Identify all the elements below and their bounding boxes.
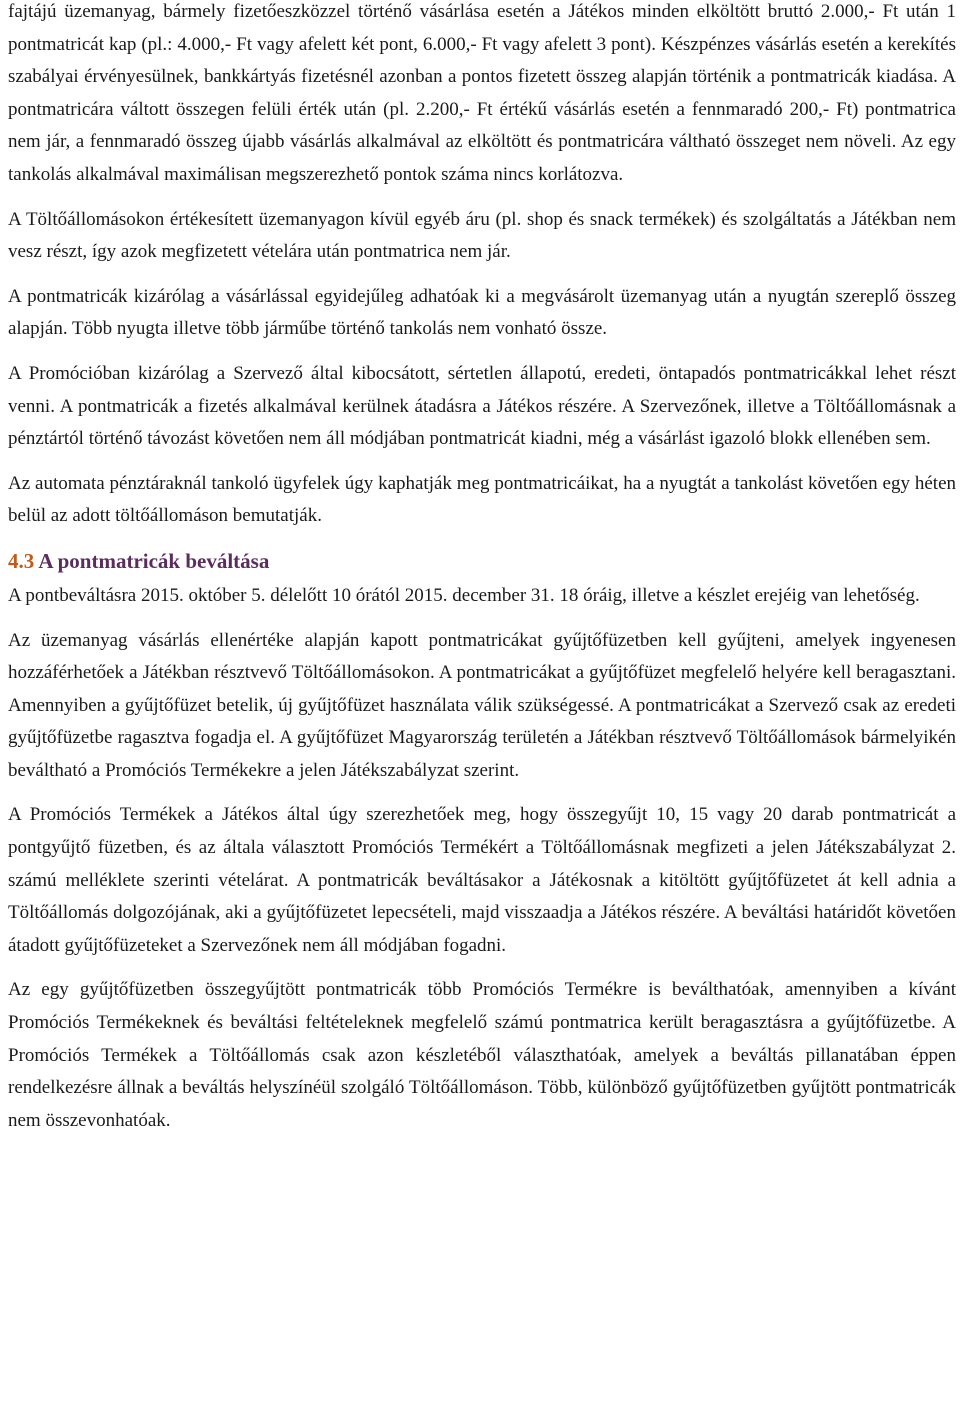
section-heading bbox=[8, 545, 956, 577]
document-page bbox=[8, 0, 956, 1149]
paragraph-multiple-products: Az egy gyűjtőfüzetben összegyűjtött pontmatricák több Promóciós Termékre is beválthatóak, amennyiben a kívánt Promóciós Termékeknek és beváltási feltételeknek megfelelő számú pontmatrica került beragasztásra a gyűjtőfüzetbe. A Promóciós Termékek a Töltőállomás csak azon készletéből választhatóak, amelyek a beváltás pillanatában éppen rendelkezésre állnak a beváltás helyszínéül szolgáló Töltőállomáson. Több, különböző gyűjtőfüzetben gyűjtött pontmatricák nem összevonhatóak. bbox=[8, 979, 956, 1131]
paragraph-valid-stickers: A Promócióban kizárólag a Szervező által kibocsátott, sértetlen állapotú, eredeti, öntapadós pontmatricákkal lehet részt venni. A pontmatricák a fizetés alkalmával kerülnek átadásra a Játékos részére. A Szervezőnek, illetve a Töltőállomásnak a pénztártól történő távozást követően nem áll módjában pontmatricát kiadni, még a vásárlást igazoló blokk ellenében sem. bbox=[8, 362, 956, 450]
section-number: 4.3 bbox=[8, 548, 35, 573]
paragraph-automated-tills: Az automata pénztáraknál tankoló ügyfelek úgy kaphatják meg pontmatricáikat, ha a nyugtát a tankolást követően egy héten belül az adott töltőállomáson bemutatják. bbox=[8, 472, 956, 527]
paragraph-redemption-period: A pontbeváltásra 2015. október 5. délelőtt 10 órától 2015. december 31. 18 óráig, illetve a készlet erejéig van lehetőség. bbox=[8, 584, 920, 606]
paragraph-collection-booklet: Az üzemanyag vásárlás ellenértéke alapján kapott pontmatricákat gyűjtőfüzetben kell gyűjteni, amelyek ingyenesen hozzáférhetőek a Játékban résztvevő Töltőállomásokon. A pontmatricákat a gyűjtőfüzet megfelelő helyére kell beragasztani. Amennyiben a gyűjtőfüzet betelik, új gyűjtőfüzet használata válik szükségessé. A pontmatricákat a Szervező csak az eredeti gyűjtőfüzetbe ragasztva fogadja el. A gyűjtőfüzet Magyarország területén a Játékban résztvevő Töltőállomások bármelyikén beváltható a Promóciós Termékekre a jelen Játékszabályzat szerint. bbox=[8, 629, 956, 781]
paragraph-points-per-purchase: fajtájú üzemanyag, bármely fizetőeszközzel történő vásárlása esetén a Játékos minden elköltött bruttó 2.000,- Ft után 1 pontmatricát kap (pl.: 4.000,- Ft vagy afelett két pont, 6.000,- Ft vagy afelett 3 pont). Készpénzes vásárlás esetén a kerekítés szabályai érvényesülnek, bankkártyás fizetésnél azonban a pontos fizetett összeg alapján történik a pontmatricák kiadása. A pontmatricára váltott összegen felüli érték után (pl. 2.200,- Ft értékű vásárlás esetén a fennmaradó 200,- Ft) pontmatrica nem jár, a fennmaradó összeg újabb vásárlás alkalmával az elköltött és pontmatricára váltható összeget nem növeli. Az egy tankolás alkalmával maximálisan megszerezhető pontok száma nincs korlátozva. bbox=[8, 1, 956, 185]
section-title: A pontmatricák beváltása bbox=[38, 548, 270, 573]
paragraph-redemption-process: A Promóciós Termékek a Játékos által úgy szerezhetőek meg, hogy összegyűjt 10, 15 vagy 20 darab pontmatricát a pontgyűjtő füzetben, és az általa választott Promóciós Termékért a Töltőállomásnak megfizeti a jelen Játékszabályzat 2. számú melléklete szerinti vételárat. A pontmatricák beváltásakor a Játékosnak a kitöltött gyűjtőfüzetet át kell adnia a Töltőállomás dolgozójának, aki a gyűjtőfüzetet lepecsételi, majd visszaadja a Játékos részére. A beváltási határidőt követően átadott gyűjtőfüzeteket a Szervezőnek nem áll módjában fogadni. bbox=[8, 804, 956, 956]
paragraph-issuing-rules: A pontmatricák kizárólag a vásárlással egyidejűleg adhatóak ki a megvásárolt üzemanyag után a nyugtán szereplő összeg alapján. Több nyugta illetve több járműbe történő tankolás nem vonható össze. bbox=[8, 285, 956, 340]
paragraph-excluded-goods: A Töltőállomásokon értékesített üzemanyagon kívül egyéb áru (pl. shop és snack termékek) és szolgáltatás a Játékban nem vesz részt, így azok megfizetett vételára után pontmatrica nem jár. bbox=[8, 208, 956, 263]
